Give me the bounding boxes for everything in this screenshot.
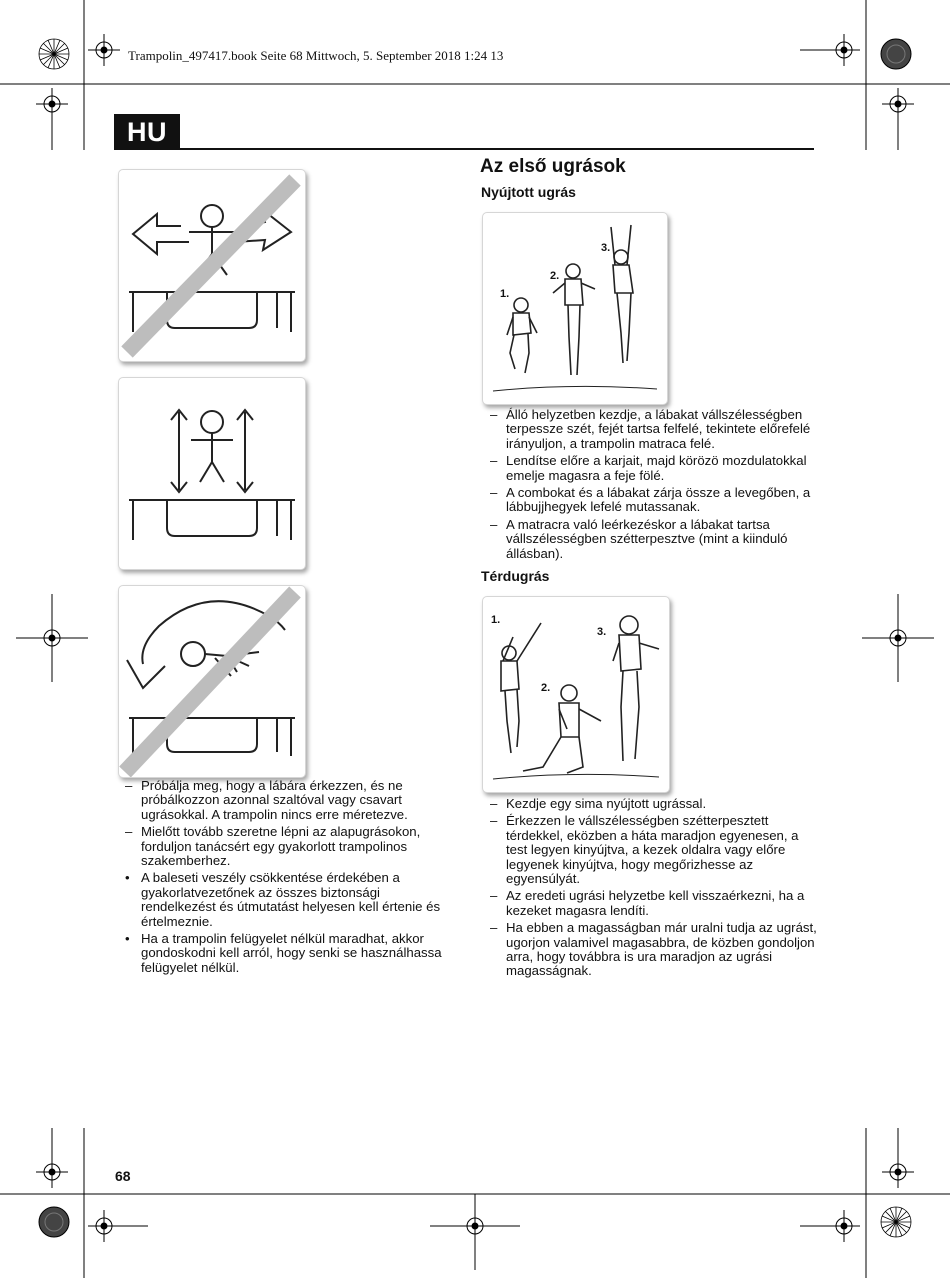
list-marker: – (490, 516, 498, 532)
straight-jump-steps (490, 408, 820, 564)
list-item (490, 814, 820, 886)
header-rule (180, 148, 814, 150)
list-item-text: Mielőtt tovább szeretne lépni az alapugrásokon, forduljon tanácsért egy gyakorlott trampolinos szakemberhez. (141, 824, 421, 869)
list-item (125, 871, 455, 929)
figure-label: 1. (500, 288, 510, 300)
list-item (490, 454, 820, 483)
illustration-knee-jump (482, 596, 670, 793)
section-heading-knee-jump: Térdugrás (481, 568, 550, 584)
list-item-text: Lendítse előre a karjait, majd körözö mozdulatokkal emelje magasra a feje fölé. (506, 453, 807, 483)
registration-star-bottom-right (881, 1207, 911, 1237)
list-marker: – (490, 888, 498, 904)
list-item-text: A matracra való leérkezéskor a lábakat tartsa vállszélességben szétterpesztve (mint a kiinduló állásban). (506, 516, 788, 561)
list-item-text: A baleseti veszély csökkentése érdekében a gyakorlatvezetőnek az összes biztonsági rendelkezést és útmutatást helyesen kell értenie és értelmeznie. (141, 870, 441, 929)
list-marker: – (490, 453, 498, 469)
figure-label: 3. (597, 626, 607, 638)
list-item-text: Próbálja meg, hogy a lábára érkezzen, és ne próbálkozzon azonnal szaltóval vagy csavart ugrásokkal. A trampolin nincs erre méretezve. (141, 778, 408, 822)
pictogram-no-somersault (118, 585, 306, 778)
list-item (490, 486, 820, 515)
list-marker: – (125, 824, 133, 840)
list-item (490, 408, 820, 451)
list-item-text: Álló helyzetben kezdje, a lábakat vállszélességben terpessze szét, fejét tartsa felfelé, tekintete előrefelé irányuljon, a trampolin matraca felé. (506, 407, 811, 451)
list-marker: – (490, 407, 498, 422)
illustration-straight-jump (482, 212, 668, 405)
list-marker: • (125, 870, 130, 886)
left-bullet-list (125, 779, 455, 978)
list-marker: – (490, 920, 498, 936)
pictogram-straight-jump (118, 377, 306, 570)
list-marker: – (125, 778, 133, 793)
pictogram-no-side-jumps (118, 169, 306, 362)
registration-star-top-left (39, 39, 69, 69)
list-item (490, 889, 820, 918)
page-title: Az első ugrások (480, 156, 626, 177)
list-item-text: A combokat és a lábakat zárja össze a levegőben, a lábbujjhegyek lefelé mutassanak. (506, 485, 811, 515)
language-tag: HU (114, 114, 180, 150)
list-item-text: Ha a trampolin felügyelet nélkül maradhat, akkor gondoskodni kell arról, hogy senki se használhassa felügyelet nélkül. (141, 931, 442, 975)
knee-jump-steps (490, 797, 820, 982)
list-item (125, 825, 455, 868)
print-header: Trampolin_497417.book Seite 68 Mittwoch, 5. September 2018 1:24 13 (128, 48, 504, 63)
list-item-text: Érkezzen le vállszélességben szétterpesztett térdekkel, eközben a háta maradjon egyenesen, a test legyen kinyújtva, a kezek oldalra vagy előre legyenek kinyújtva, hogy megőrizhesse az egyensúlyát. (506, 813, 799, 887)
registration-dot-bottom-left (39, 1207, 69, 1237)
list-marker: – (490, 485, 498, 501)
list-marker: • (125, 931, 130, 947)
figure-label: 3. (601, 242, 611, 254)
list-item (125, 779, 455, 822)
figure-label: 1. (491, 614, 501, 626)
registration-dot-top-right (881, 39, 911, 69)
list-item (125, 932, 455, 975)
section-heading-straight-jump: Nyújtott ugrás (481, 184, 576, 200)
list-marker: – (490, 813, 498, 829)
prohibition-slash (125, 592, 295, 772)
figure-label: 2. (541, 682, 551, 694)
list-item-text: Az eredeti ugrási helyzetbe kell visszaérkezni, ha a kezeket magasra lendíti. (506, 888, 805, 918)
list-item-text: Ha ebben a magasságban már uralni tudja az ugrást, ugorjon valamivel magasabbra, de közben gondoljon arra, hogy továbbra is ura maradjon az ugrási magasságnak. (506, 920, 817, 979)
list-item (490, 518, 820, 561)
list-item (490, 921, 820, 979)
page-number: 68 (115, 1168, 131, 1184)
list-item-text: Kezdje egy sima nyújtott ugrással. (506, 796, 707, 811)
list-item (490, 797, 820, 811)
list-marker: – (490, 796, 498, 811)
figure-label: 2. (550, 270, 560, 282)
